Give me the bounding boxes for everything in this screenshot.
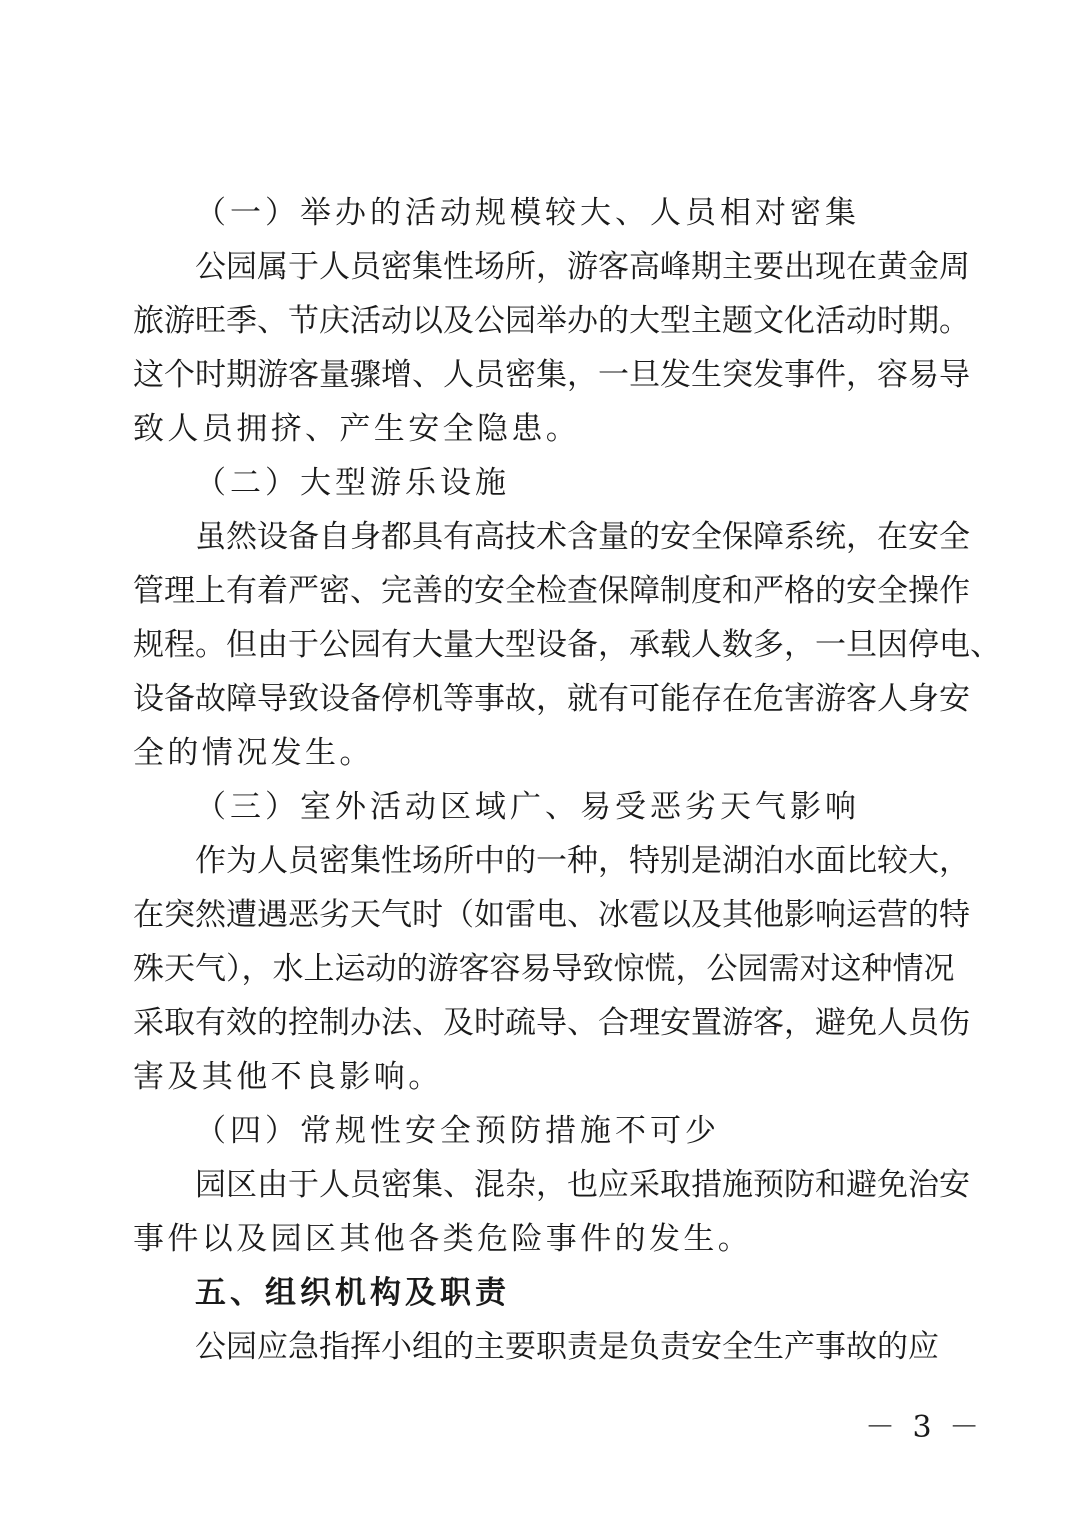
page-number: － 3 － <box>865 1410 984 1445</box>
subheading-2: （二）大型游乐设施 <box>195 465 510 501</box>
paragraph-line: 公园属于人员密集性场所，游客高峰期主要出现在黄金周 <box>195 249 970 285</box>
paragraph-line: 致人员拥挤、产生安全隐患。 <box>133 411 581 447</box>
paragraph-line: 在突然遭遇恶劣天气时（如雷电、冰雹以及其他影响运营的特 <box>133 897 970 933</box>
paragraph-line: 殊天气），水上运动的游客容易导致惊慌，公园需对这种情况 <box>133 951 955 987</box>
paragraph-line: 事件以及园区其他各类危险事件的发生。 <box>133 1221 753 1257</box>
paragraph-line: 全的情况发生。 <box>133 735 374 771</box>
subheading-1: （一）举办的活动规模较大、人员相对密集 <box>195 195 860 231</box>
paragraph-line: 园区由于人员密集、混杂，也应采取措施预防和避免治安 <box>195 1167 970 1203</box>
paragraph-line: 管理上有着严密、完善的安全检查保障制度和严格的安全操作 <box>133 573 970 609</box>
document-body <box>133 186 1001 1374</box>
paragraph-line: 这个时期游客量骤增、人员密集，一旦发生突发事件，容易导 <box>133 357 970 393</box>
paragraph-line: 旅游旺季、节庆活动以及公园举办的大型主题文化活动时期。 <box>133 303 970 339</box>
paragraph-line: 设备故障导致设备停机等事故，就有可能存在危害游客人身安 <box>133 681 970 717</box>
subheading-4: （四）常规性安全预防措施不可少 <box>195 1113 720 1149</box>
subheading-3: （三）室外活动区域广、易受恶劣天气影响 <box>195 789 860 825</box>
paragraph-line: 公园应急指挥小组的主要职责是负责安全生产事故的应 <box>195 1329 939 1365</box>
paragraph-line: 采取有效的控制办法、及时疏导、合理安置游客，避免人员伤 <box>133 1005 970 1041</box>
section-heading: 五、组织机构及职责 <box>195 1275 510 1311</box>
paragraph-line: 虽然设备自身都具有高技术含量的安全保障系统，在安全 <box>195 519 970 555</box>
paragraph-line: 规程。但由于公园有大量大型设备，承载人数多，一旦因停电、 <box>133 627 1001 663</box>
paragraph-line: 害及其他不良影响。 <box>133 1059 443 1095</box>
paragraph-line: 作为人员密集性场所中的一种，特别是湖泊水面比较大， <box>195 843 970 879</box>
